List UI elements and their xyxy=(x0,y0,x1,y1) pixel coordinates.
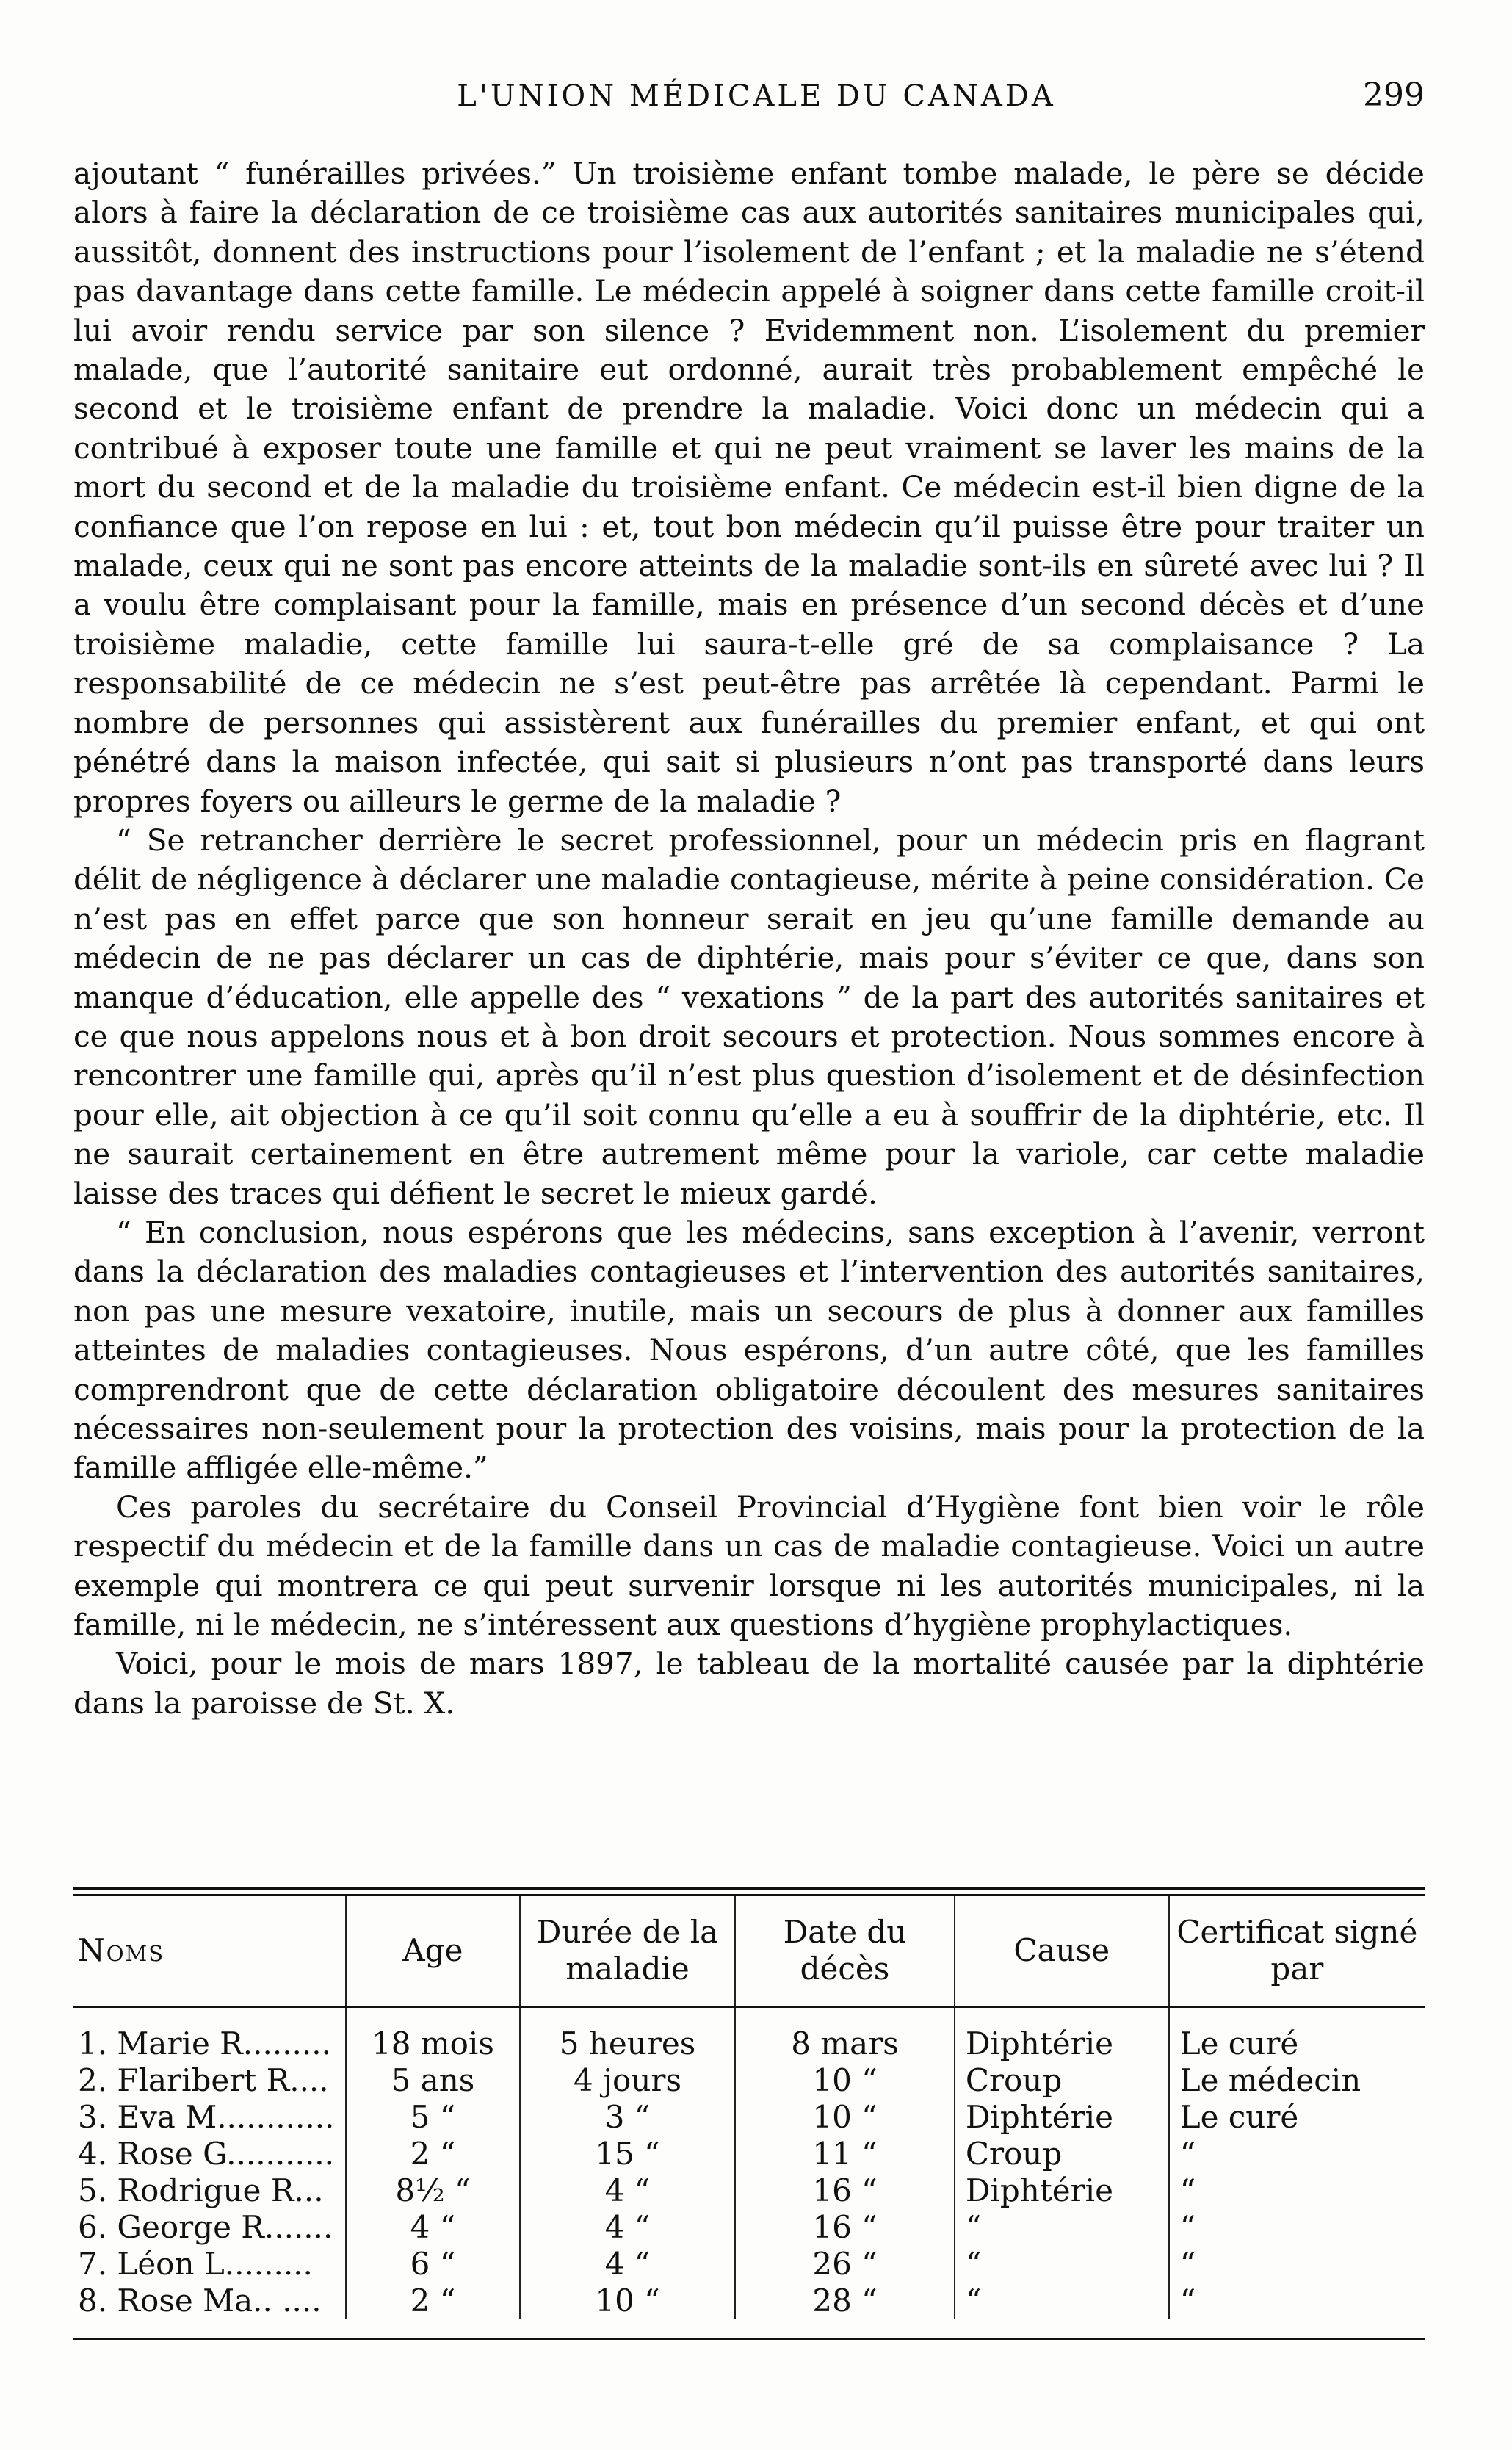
cell-cause: Croup xyxy=(955,2062,1169,2099)
header-certificat: Certificat signé par xyxy=(1169,1896,1425,2007)
cell-date: 16 “ xyxy=(735,2209,955,2246)
cell-duree: 4 “ xyxy=(520,2209,735,2246)
cell-certificat: “ xyxy=(1169,2283,1425,2319)
cell-date: 28 “ xyxy=(735,2283,955,2319)
paragraph: “ Se retrancher derrière le secret professionnel, pour un médecin pris en flagrant délit de négligence à déclarer une maladie contagieuse, mérite à peine considération. Ce n’est pas en effet parce que son honneur serait en jeu qu’une famille demande au médecin de ne pas déclarer un cas de diphtérie, mais pour s’éviter ce que, dans son manque d’éducation, elle appelle des “ vexations ” de la part des autorités sanitaires et ce que nous appelons nous et à bon droit secours et protection. Nous sommes encore à rencontrer une famille qui, après qu’il n’est plus question d’isolement et de désinfection pour elle, ait objection à ce qu’il soit connu qu’elle a eu à souffrir de la diphtérie, etc. Il ne saurait certainement en être autrement même pour la variole, car cette maladie laisse des traces qui défient le secret le mieux gardé. xyxy=(73,822,1425,1211)
cell-age: 18 mois xyxy=(346,2007,520,2063)
cell-age: 5 “ xyxy=(346,2099,520,2136)
table-row xyxy=(73,2136,1425,2172)
header-date: Date du décès xyxy=(735,1896,955,2007)
cell-duree: 4 jours xyxy=(520,2062,735,2099)
cell-certificat: “ xyxy=(1169,2246,1425,2283)
cell-certificat: “ xyxy=(1169,2172,1425,2209)
cell-duree: 10 “ xyxy=(520,2283,735,2319)
cell-date: 11 “ xyxy=(735,2136,955,2172)
cell-cause: “ xyxy=(955,2283,1169,2319)
cell-cause: Croup xyxy=(955,2136,1169,2172)
table-bottom-rule xyxy=(73,2338,1425,2340)
header-noms: Noms xyxy=(73,1896,346,2007)
table-row xyxy=(73,2062,1425,2099)
cell-date: 16 “ xyxy=(735,2172,955,2209)
cell-certificat: Le curé xyxy=(1169,2099,1425,2136)
cell-nom: 2. Flaribert R.... xyxy=(78,2062,329,2098)
mortality-table-grid xyxy=(73,1896,1425,2319)
cell-duree: 15 “ xyxy=(520,2136,735,2172)
cell-cause: “ xyxy=(955,2246,1169,2283)
table-row xyxy=(73,2172,1425,2209)
cell-nom: 3. Eva M............ xyxy=(78,2099,335,2135)
cell-age: 8½ “ xyxy=(346,2172,520,2209)
body-text xyxy=(73,154,1425,1723)
cell-nom: 8. Rose Ma.. .... xyxy=(78,2283,322,2319)
cell-age: 5 ans xyxy=(346,2062,520,2099)
cell-cause: Diphtérie xyxy=(955,2099,1169,2136)
table-row xyxy=(73,2007,1425,2063)
cell-nom: 4. Rose G........... xyxy=(78,2136,335,2172)
cell-certificat: “ xyxy=(1169,2209,1425,2246)
cell-nom: 1. Marie R......... xyxy=(78,2026,331,2061)
cell-age: 2 “ xyxy=(346,2283,520,2319)
cell-nom: 6. George R....... xyxy=(78,2209,333,2245)
paragraph: Voici, pour le mois de mars 1897, le tableau de la mortalité causée par la diphtérie dans la paroisse de St. X. xyxy=(73,1646,1425,1721)
cell-duree: 5 heures xyxy=(520,2007,735,2063)
header-cause: Cause xyxy=(955,1896,1169,2007)
mortality-table xyxy=(73,1887,1425,2340)
cell-date: 10 “ xyxy=(735,2062,955,2099)
paragraph: “ En conclusion, nous espérons que les médecins, sans exception à l’avenir, verront dans la déclaration des maladies contagieuses et l’intervention des autorités sanitaires, non pas une mesure vexatoire, inutile, mais un secours de plus à donner aux familles atteintes de maladies contagieuses. Nous espérons, d’un autre côté, que les familles comprendront que de cette déclaration obligatoire découlent des mesures sanitaires nécessaires non-seulement pour la protection des voisins, mais pour la protection de la famille affligée elle-même.” xyxy=(73,1214,1425,1486)
cell-date: 8 mars xyxy=(735,2007,955,2063)
cell-age: 2 “ xyxy=(346,2136,520,2172)
cell-certificat: Le curé xyxy=(1169,2007,1425,2063)
cell-cause: Diphtérie xyxy=(955,2007,1169,2063)
cell-age: 6 “ xyxy=(346,2246,520,2283)
cell-certificat: “ xyxy=(1169,2136,1425,2172)
table-row xyxy=(73,2246,1425,2283)
table-row xyxy=(73,2099,1425,2136)
running-title: L'UNION MÉDICALE DU CANADA xyxy=(457,79,1056,113)
cell-certificat: Le médecin xyxy=(1169,2062,1425,2099)
cell-nom: 5. Rodrigue R... xyxy=(78,2172,324,2208)
cell-nom: 7. Léon L......... xyxy=(78,2246,313,2282)
table-top-rule xyxy=(73,1887,1425,1896)
cell-duree: 4 “ xyxy=(520,2246,735,2283)
header-duree: Durée de la maladie xyxy=(520,1896,735,2007)
page-number: 299 xyxy=(1363,76,1425,114)
cell-cause: Diphtérie xyxy=(955,2172,1169,2209)
cell-duree: 3 “ xyxy=(520,2099,735,2136)
paragraph: Ces paroles du secrétaire du Conseil Provincial d’Hygiène font bien voir le rôle respectif du médecin et de la famille dans un cas de maladie contagieuse. Voici un autre exemple qui montrera ce qui peut survenir lorsque ni les autorités municipales, ni la famille, ni le médecin, ne s’intéressent aux questions d’hygiène prophylactiques. xyxy=(73,1489,1425,1643)
table-row xyxy=(73,2209,1425,2246)
cell-date: 26 “ xyxy=(735,2246,955,2283)
cell-cause: “ xyxy=(955,2209,1169,2246)
page-header xyxy=(73,76,1425,123)
cell-duree: 4 “ xyxy=(520,2172,735,2209)
table-row xyxy=(73,2283,1425,2319)
cell-age: 4 “ xyxy=(346,2209,520,2246)
header-age: Age xyxy=(346,1896,520,2007)
table-header-row xyxy=(73,1896,1425,2007)
cell-date: 10 “ xyxy=(735,2099,955,2136)
paragraph: ajoutant “ funérailles privées.” Un troisième enfant tombe malade, le père se décide alors à faire la déclaration de ce troisième cas aux autorités sanitaires municipales qui, aussitôt, donnent des instructions pour l’isolement de l’enfant ; et la maladie ne s’étend pas davantage dans cette famille. Le médecin appelé à soigner dans cette famille croit-il lui avoir rendu service par son silence ? Evidemment non. L’isolement du premier malade, que l’autorité sanitaire eut ordonné, aurait très probablement empêché le second et le troisième enfant de prendre la maladie. Voici donc un médecin qui a contribué à exposer toute une famille et qui ne peut vraiment se laver les mains de la mort du second et de la maladie du troisième enfant. Ce médecin est-il bien digne de la confiance que l’on repose en lui : et, tout bon médecin qu’il puisse être pour traiter un malade, ceux qui ne sont pas encore atteints de la maladie sont-ils en sûreté avec lui ? Il a voulu être complaisant pour la famille, mais en présence d’un second décès et d’une troisième maladie, cette famille lui saura-t-elle gré de sa complaisance ? La responsabilité de ce médecin ne s’est peut-être pas arrêtée là cependant. Parmi le nombre de personnes qui assistèrent aux funérailles du premier enfant, et qui ont pénétré dans la maison infectée, qui sait si plusieurs n’ont pas transporté dans leurs propres foyers ou ailleurs le germe de la maladie ? xyxy=(73,156,1425,819)
